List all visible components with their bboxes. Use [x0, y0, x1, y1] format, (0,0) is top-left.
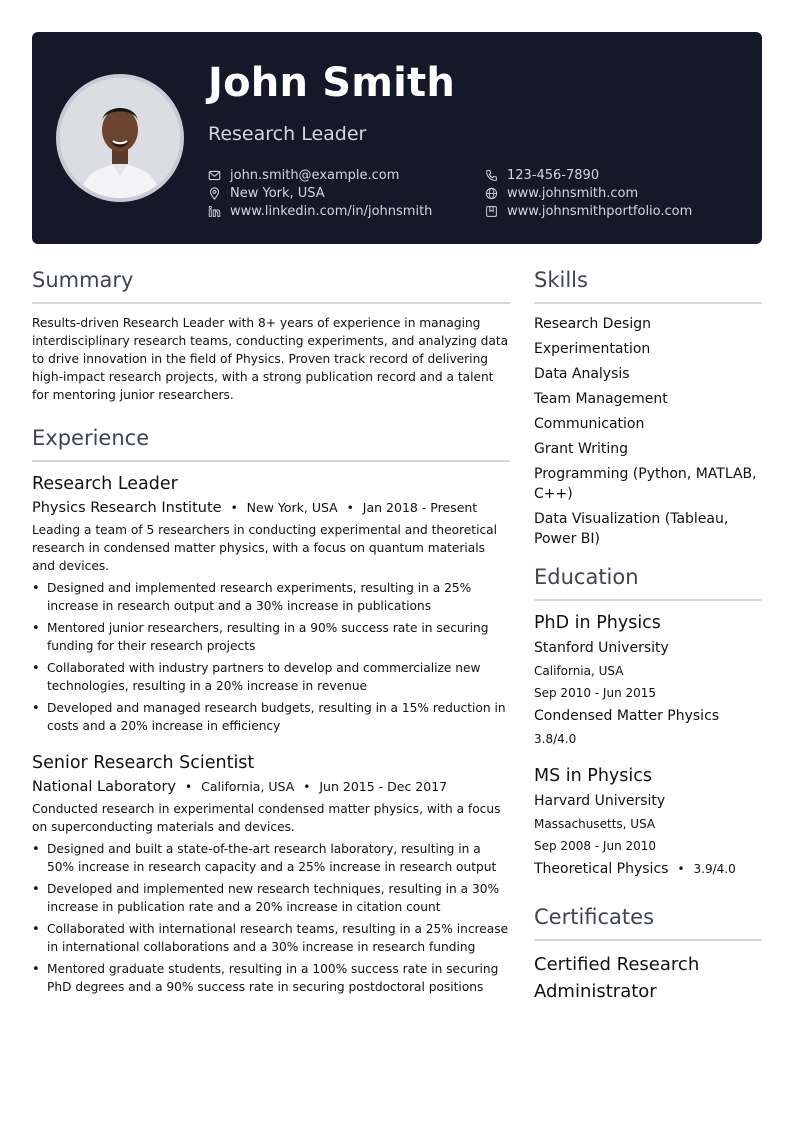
job-organization: Physics Research Institute [32, 500, 222, 516]
skills-heading: Skills [534, 268, 762, 304]
phone-icon [485, 169, 498, 182]
profile-photo [56, 74, 184, 202]
education-heading: Education [534, 565, 762, 601]
email-text: john.smith@example.com [230, 167, 400, 183]
profile-photo-graphic [60, 78, 180, 198]
experience-heading: Experience [32, 426, 510, 462]
achievement-item: • Designed and implemented research experiments, resulting in a 25% increase in research output and a 30% increase in publications [32, 579, 510, 615]
separator-dot: • [230, 501, 238, 515]
school-name: Harvard University [534, 793, 666, 809]
resume-header [32, 32, 762, 244]
job-achievements [32, 840, 510, 996]
summary-text: Results-driven Research Leader with 8+ years of experience in managing interdisciplinary research teams, conducting experiments, and analyzing data to drive innovation in the field of Physics. Proven track record of delivering high-impact research projects, with a strong publication record and a talent for mentoring junior researchers. [32, 316, 509, 402]
contact-phone[interactable] [485, 166, 599, 184]
portfolio-text: www.johnsmithportfolio.com [507, 203, 693, 219]
experience-section [32, 426, 510, 996]
school-name: Stanford University [534, 640, 669, 656]
separator-dot: • [185, 780, 193, 794]
summary-section [32, 268, 510, 404]
portfolio-icon [485, 205, 498, 218]
job-achievements [32, 579, 510, 735]
education-entry [534, 613, 762, 746]
contact-email[interactable] [208, 166, 399, 184]
achievement-item: • Developed and implemented new research techniques, resulting in a 30% increase in publication rate and a 20% increase in citation count [32, 880, 510, 916]
education-dates: Sep 2010 - Jun 2015 [534, 686, 657, 700]
achievement-item: • Collaborated with industry partners to develop and commercialize new technologies, resulting in a 20% increase in revenue [32, 659, 510, 695]
job-location: California, USA [201, 779, 295, 794]
skill-item: Data Analysis [534, 366, 630, 382]
linkedin-text: www.linkedin.com/in/johnsmith [230, 203, 433, 219]
job-title: Research Leader [32, 474, 178, 494]
certificates-heading: Certificates [534, 905, 762, 941]
job-entry [32, 474, 510, 735]
job-title: Senior Research Scientist [32, 753, 255, 773]
job-description: Leading a team of 5 researchers in conducting experimental and theoretical research in condensed matter physics, with a focus on quantum materials and devices. [32, 523, 498, 573]
job-location: New York, USA [246, 500, 338, 515]
certificate-item: Certified Research Administrator [534, 954, 700, 1002]
gpa: 3.8/4.0 [534, 732, 577, 746]
skills-section [534, 268, 762, 549]
sidebar-column [534, 268, 762, 1005]
job-entry [32, 753, 510, 996]
education-dates: Sep 2008 - Jun 2010 [534, 839, 657, 853]
gpa: 3.9/4.0 [693, 862, 736, 876]
skill-item: Experimentation [534, 341, 651, 357]
skill-item: Communication [534, 416, 645, 432]
contact-linkedin[interactable] [208, 202, 432, 220]
contact-website[interactable] [485, 184, 638, 202]
map-pin-icon [208, 187, 221, 200]
website-text: www.johnsmith.com [507, 185, 639, 201]
phone-text: 123-456-7890 [507, 167, 600, 183]
separator-dot: • [303, 780, 311, 794]
education-entry [534, 766, 762, 885]
achievement-item: • Designed and built a state-of-the-art research laboratory, resulting in a 50% increase in research capacity and a 25% increase in research output [32, 840, 510, 876]
achievement-item: • Developed and managed research budgets, resulting in a 15% reduction in costs and a 20% increase in efficiency [32, 699, 510, 735]
candidate-title: Research Leader [208, 123, 367, 145]
job-description: Conducted research in experimental condensed matter physics, with a focus on superconducting materials and devices. [32, 802, 501, 834]
achievement-item: • Mentored junior researchers, resulting in a 90% success rate in securing funding for their research projects [32, 619, 510, 655]
achievement-item: • Collaborated with international research teams, resulting in a 25% increase in international collaborations and a 30% increase in research funding [32, 920, 510, 956]
field-of-study: Theoretical Physics [534, 861, 669, 877]
envelope-icon [208, 169, 221, 182]
skill-item: Grant Writing [534, 441, 628, 457]
skill-item: Research Design [534, 316, 652, 332]
candidate-name: John Smith [208, 60, 456, 106]
job-dates: Jan 2018 - Present [362, 500, 478, 515]
achievement-item: • Mentored graduate students, resulting in a 100% success rate in securing PhD degrees and a 90% success rate in securing postdoctoral positions [32, 960, 510, 996]
linkedin-icon [208, 205, 221, 218]
location-text: New York, USA [230, 185, 325, 201]
separator-dot: • [346, 501, 354, 515]
job-organization: National Laboratory [32, 779, 177, 795]
field-and-gpa [534, 861, 762, 885]
main-column [32, 268, 510, 1010]
degree-name: PhD in Physics [534, 613, 661, 633]
separator-dot: • [677, 862, 685, 876]
skill-item: Team Management [534, 391, 668, 407]
globe-icon [485, 187, 498, 200]
skill-item: Programming (Python, MATLAB, C++) [534, 466, 757, 502]
degree-name: MS in Physics [534, 766, 653, 786]
field-of-study: Condensed Matter Physics [534, 708, 720, 724]
school-location: California, USA [534, 664, 624, 678]
skill-item: Data Visualization (Tableau, Power BI) [534, 511, 729, 547]
summary-heading: Summary [32, 268, 510, 304]
job-meta [32, 779, 510, 795]
contact-location [208, 184, 325, 202]
contact-portfolio[interactable] [485, 202, 692, 220]
certificates-section [534, 905, 762, 1005]
job-dates: Jun 2015 - Dec 2017 [319, 779, 448, 794]
school-location: Massachusetts, USA [534, 817, 656, 831]
education-section [534, 565, 762, 885]
job-meta [32, 500, 510, 516]
